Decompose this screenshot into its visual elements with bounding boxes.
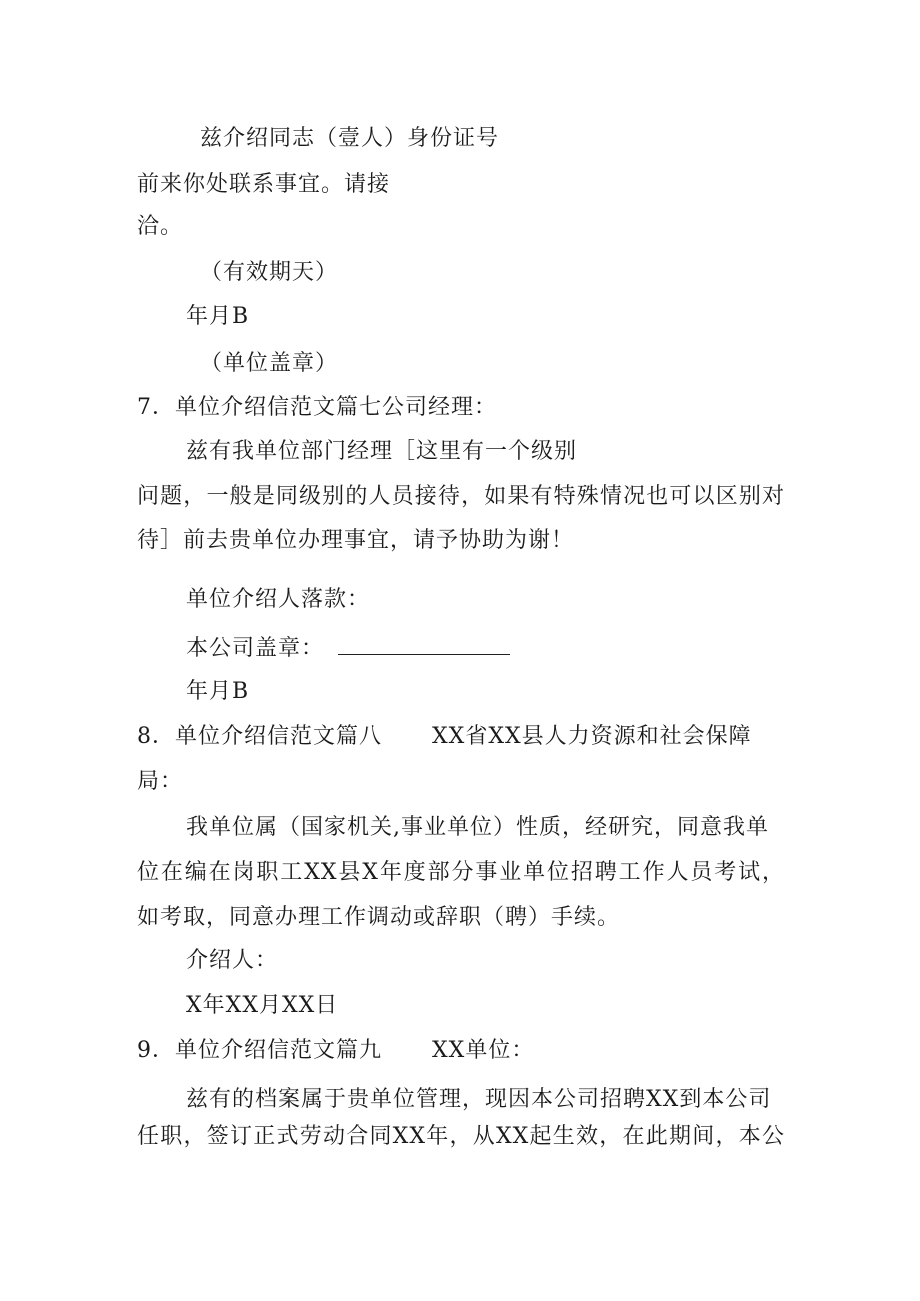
text-line: （有效期天） <box>200 260 339 285</box>
section-heading-8 <box>137 722 752 752</box>
text-line: 兹有的档案属于贵单位管理，现因本公司招聘XX到本公司 <box>186 1087 772 1112</box>
section-heading-8-recipient: XX省XX县人力资源和社会保障 <box>432 724 752 749</box>
text-line: 位在编在岗职工XX县X年度部分事业单位招聘工作人员考试， <box>137 860 785 885</box>
company-seal-line <box>186 632 510 664</box>
text-line: 任职，签订正式劳动合同XX年，从XX起生效，在此期间，本公 <box>137 1124 785 1149</box>
text-line: 前来你处联系事宜。请接 <box>137 172 391 197</box>
text-line: 洽。 <box>137 214 184 239</box>
text-line: 局： <box>137 769 184 794</box>
signature-line: 单位介绍人落款： <box>186 587 371 612</box>
text-line: 兹介绍同志（壹人）身份证号 <box>200 126 500 151</box>
section-heading-8-title: 8．单位介绍信范文篇八 <box>137 724 382 749</box>
text-line: 待］前去贵单位办理事宜，请予协助为谢！ <box>137 528 575 553</box>
text-line: 如考取，同意办理工作调动或辞职（聘）手续。 <box>137 905 621 930</box>
section-heading-9-title: 9．单位介绍信范文篇九 <box>137 1038 382 1063</box>
seal-blank-line <box>338 632 510 655</box>
text-line: 问题，一般是同级别的人员接待，如果有特殊情况也可以区别对 <box>137 484 785 509</box>
text-line: 我单位属（国家机关,事业单位）性质，经研究，同意我单 <box>186 815 769 840</box>
section-heading-7: 7．单位介绍信范文篇七公司经理： <box>137 395 497 420</box>
date-line: 年月B <box>186 304 250 329</box>
date-line: 年月B <box>186 679 250 704</box>
section-heading-9-recipient: XX单位： <box>432 1038 535 1063</box>
section-heading-9 <box>137 1036 534 1066</box>
signature-line: 介绍人： <box>186 948 279 973</box>
seal-line: （单位盖章） <box>200 351 339 376</box>
date-line: X年XX月XX日 <box>186 993 339 1018</box>
text-line: 兹有我单位部门经理［这里有一个级别 <box>186 439 578 464</box>
company-seal-label: 本公司盖章： <box>186 636 325 661</box>
